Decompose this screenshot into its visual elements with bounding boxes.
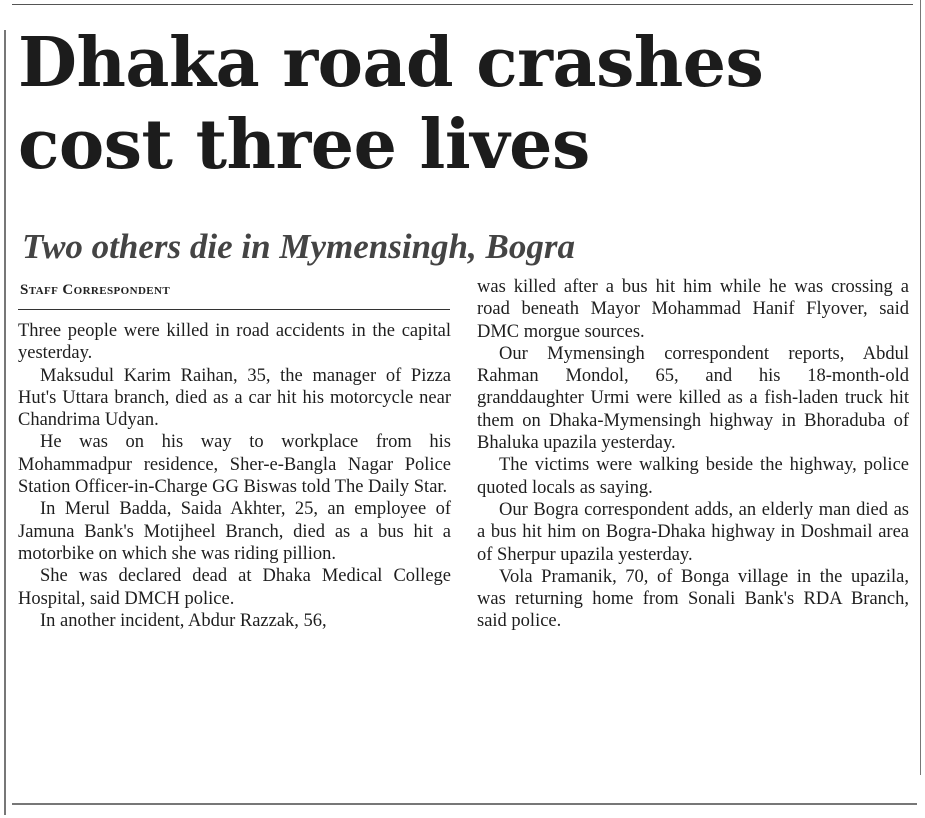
left-column <box>18 320 451 632</box>
byline-rule <box>18 309 450 310</box>
paragraph: Vola Pramanik, 70, of Bonga village in the upazila, was returning home from Sonali Bank's RDA Branch, said police. <box>477 566 909 632</box>
headline-line-2: cost three lives <box>18 105 590 185</box>
byline: Staff Correspondent <box>20 282 171 298</box>
paragraph: In Merul Badda, Saida Akhter, 25, an employee of Jamuna Bank's Motijheel Branch, died as a bus hit a motorbike on which she was riding pillion. <box>18 499 451 564</box>
paragraph: Maksudul Karim Raihan, 35, the manager of Pizza Hut's Uttara branch, died as a car hit his motorcycle near Chandrima Udyan. <box>18 365 451 431</box>
paragraph: was killed after a bus hit him while he was crossing a road beneath Mayor Mohammad Hanif Flyover, said DMC morgue sources. <box>477 277 909 342</box>
paragraph: He was on his way to workplace from his Mohammadpur residence, Sher-e-Bangla Nagar Police Station Officer-in-Charge GG Biswas told The Daily Star. <box>18 432 451 498</box>
right-border-rule <box>920 0 921 775</box>
headline-line-1: Dhaka road crashes <box>18 23 764 103</box>
paragraph: Three people were killed in road accidents in the capital yesterday. <box>18 321 451 364</box>
paragraph: Our Mymensingh correspondent reports, Abdul Rahman Mondol, 65, and his 18-month-old granddaughter Urmi were killed as a fish-laden truck hit them on Dhaka-Mymensingh highway in Bhoraduba of Bhaluka upazila yesterday. <box>477 343 909 454</box>
top-border-rule <box>12 4 913 5</box>
right-column <box>477 276 909 633</box>
bottom-border-rule <box>12 803 917 805</box>
left-border-rule <box>4 30 6 815</box>
paragraph: She was declared dead at Dhaka Medical College Hospital, said DMCH police. <box>18 566 451 609</box>
headline <box>18 22 918 186</box>
paragraph: In another incident, Abdur Razzak, 56, <box>40 610 327 631</box>
paragraph: The victims were walking beside the highway, police quoted locals as saying. <box>477 455 909 498</box>
paragraph: Our Bogra correspondent adds, an elderly man died as a bus hit him on Bogra-Dhaka highway in Doshmail area of Sherpur upazila yesterday. <box>477 499 909 565</box>
subheadline: Two others die in Mymensingh, Bogra <box>22 227 575 266</box>
